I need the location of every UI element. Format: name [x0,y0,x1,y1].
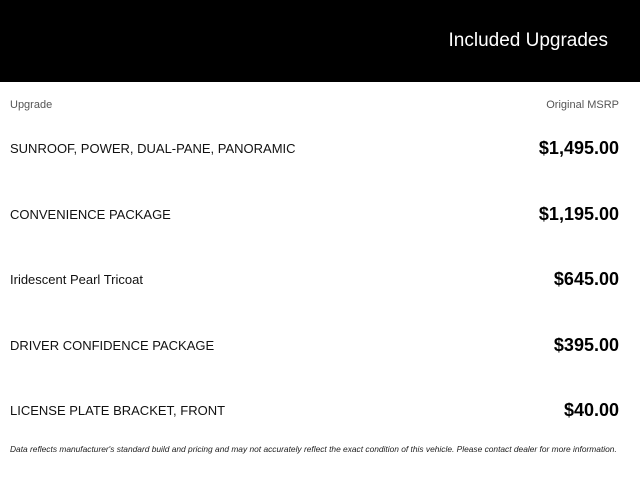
upgrade-name: CONVENIENCE PACKAGE [10,206,171,222]
page-title: Included Upgrades [448,30,608,51]
column-headers [10,99,619,113]
upgrade-name: SUNROOF, POWER, DUAL-PANE, PANORAMIC [10,141,296,156]
upgrade-row [10,181,619,247]
upgrade-price: $40.00 [563,400,619,421]
upgrade-name: LICENSE PLATE BRACKET, FRONT [10,403,226,419]
upgrade-price: $1,195.00 [538,203,619,224]
column-header-upgrade: Upgrade [10,99,53,111]
upgrade-row [10,312,619,378]
upgrade-price: $645.00 [553,269,619,290]
column-header-msrp: Original MSRP [546,99,619,111]
header-bar [0,0,640,82]
upgrade-price: $1,495.00 [538,138,619,158]
upgrade-price: $395.00 [553,334,619,355]
disclaimer-text: Data reflects manufacturer's standard build and pricing and may not accurately reflect the exact condition of this vehicle. Please contact dealer for more information. [10,444,617,454]
upgrade-name: Iridescent Pearl Tricoat [10,272,143,288]
upgrade-row [10,246,619,312]
upgrade-row [10,115,619,181]
upgrade-row [10,377,619,443]
upgrade-name: DRIVER CONFIDENCE PACKAGE [10,337,215,353]
upgrade-list [10,115,619,443]
